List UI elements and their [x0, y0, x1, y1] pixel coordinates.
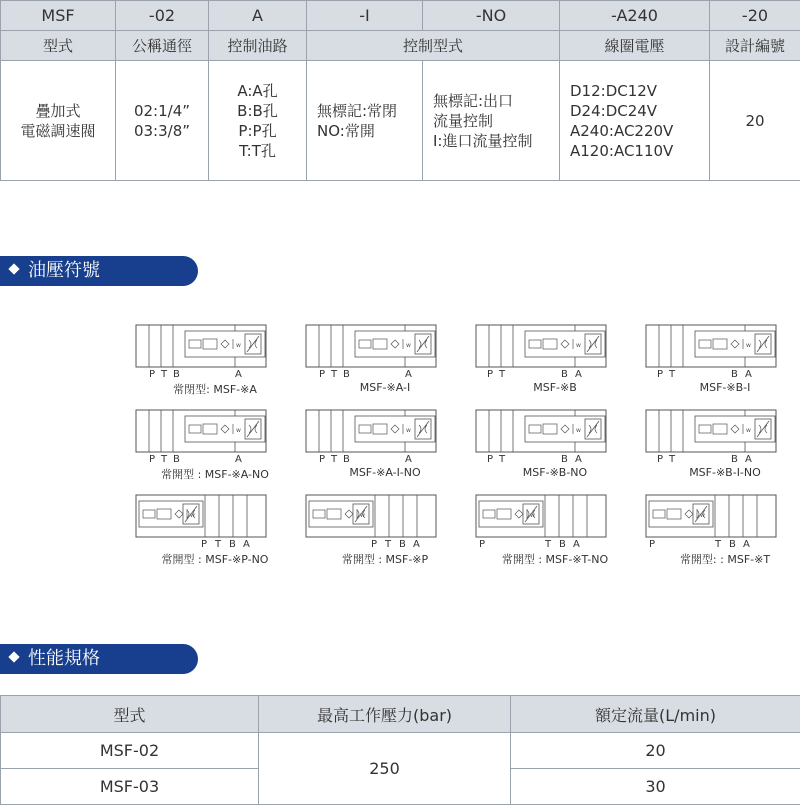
port-label: P: [487, 454, 494, 465]
symbol-caption: MSF-※A-I-NO: [349, 466, 421, 479]
hydraulic-symbol: [475, 408, 635, 488]
port-label: A: [235, 369, 242, 380]
port-labels: [475, 539, 635, 551]
code-cell: -20: [710, 1, 800, 31]
symbol-caption: MSF-※A-I: [359, 381, 411, 394]
port-label: P: [649, 539, 656, 550]
svg-text:w: w: [406, 427, 411, 434]
label-cell: 控制型式: [307, 31, 560, 61]
port-label: B: [559, 539, 566, 550]
symbol-caption: MSF-※B-NO: [522, 466, 588, 479]
svg-text:w: w: [406, 342, 411, 349]
port-label: A: [413, 539, 420, 550]
port-label: P: [201, 539, 208, 550]
symbol-caption: MSF-※B: [533, 381, 577, 394]
symbol-caption: 常閉型: MSF-※A: [173, 383, 257, 396]
code-cell: -I: [307, 1, 423, 31]
hydraulic-symbol: [135, 323, 295, 403]
port-labels: [135, 454, 295, 466]
valve-symbol-icon: [645, 493, 800, 539]
port-label: B: [399, 539, 406, 550]
hydraulic-symbol: [645, 323, 800, 403]
size-cell: 02:1/4” 03:3/8”: [116, 61, 209, 181]
model-code-table: [0, 0, 800, 181]
label-cell: 控制油路: [209, 31, 307, 61]
voltage-cell: D12:DC12V D24:DC24V A240:AC220V A120:AC110V: [560, 61, 710, 181]
hydraulic-symbol: [645, 493, 800, 573]
valve-symbol-icon: [475, 493, 635, 539]
svg-text:w: w: [530, 512, 535, 519]
valve-symbol-icon: [305, 408, 465, 454]
hydraulic-symbol: [475, 323, 635, 403]
port-label: B: [731, 369, 738, 380]
svg-text:w: w: [746, 342, 751, 349]
spec-header-row: [1, 696, 800, 733]
control-a-cell: 無標記:常閉 NO:常開: [307, 61, 423, 181]
port-label: A: [405, 369, 412, 380]
code-cell: -A240: [560, 1, 710, 31]
svg-text:w: w: [576, 427, 581, 434]
label-cell: 線圈電壓: [560, 31, 710, 61]
port-label: B: [561, 454, 568, 465]
port-labels: [645, 539, 800, 551]
port-label: B: [729, 539, 736, 550]
spec-table: [0, 695, 800, 805]
port-label: T: [385, 539, 392, 550]
svg-text:w: w: [360, 512, 365, 519]
port-label: A: [575, 454, 582, 465]
symbol-caption: 常開型 : MSF-※A-NO: [161, 468, 269, 481]
symbol-caption: MSF-※B-I: [699, 381, 751, 394]
port-label: A: [745, 454, 752, 465]
port-label: T: [669, 369, 676, 380]
spec-model: MSF-03: [1, 769, 259, 805]
section-header-symbols: [0, 256, 198, 286]
code-cell: -NO: [423, 1, 560, 31]
port-label: A: [745, 369, 752, 380]
port-labels: [645, 454, 800, 466]
port-label: T: [545, 539, 552, 550]
port-label: T: [669, 454, 676, 465]
port-label: A: [235, 454, 242, 465]
port-labels: [305, 454, 465, 466]
spec-pressure: 250: [259, 733, 511, 805]
port-label: P: [319, 454, 326, 465]
spec-flow: 30: [511, 769, 800, 805]
port-label: T: [331, 369, 338, 380]
spec-header: 最高工作壓力(bar): [259, 696, 511, 733]
valve-symbol-icon: [645, 323, 800, 369]
valve-symbol-icon: [135, 408, 295, 454]
port-labels: [305, 369, 465, 381]
svg-text:w: w: [190, 512, 195, 519]
hydraulic-symbol: [135, 493, 295, 573]
port-label: P: [657, 454, 664, 465]
diamond-icon: [8, 263, 19, 274]
valve-symbol-icon: [305, 493, 465, 539]
code-cell: -02: [116, 1, 209, 31]
hydraulic-symbol: [305, 493, 465, 573]
design-cell: 20: [710, 61, 800, 181]
port-label: T: [499, 369, 506, 380]
symbol-caption: 常開型 : MSF-※T-NO: [501, 553, 609, 566]
port-label: A: [243, 539, 250, 550]
section-title: 油壓符號: [28, 260, 100, 281]
type-cell: 疊加式 電磁調速閥: [1, 61, 116, 181]
valve-symbol-icon: [135, 493, 295, 539]
hydraulic-symbol: [645, 408, 800, 488]
port-label: B: [731, 454, 738, 465]
port-labels: [645, 369, 800, 381]
port-label: T: [161, 454, 168, 465]
label-cell: 設計編號: [710, 31, 800, 61]
hydraulic-symbol: [475, 493, 635, 573]
port-label: T: [215, 539, 222, 550]
port-labels: [475, 369, 635, 381]
valve-symbol-icon: [645, 408, 800, 454]
port-label: A: [743, 539, 750, 550]
port-label: P: [371, 539, 378, 550]
port-label: P: [487, 369, 494, 380]
spec-header: 型式: [1, 696, 259, 733]
control-b-cell: 無標記:出口 流量控制 I:進口流量控制: [423, 61, 560, 181]
port-label: B: [229, 539, 236, 550]
svg-text:w: w: [576, 342, 581, 349]
port-label: A: [573, 539, 580, 550]
port-labels: [135, 369, 295, 381]
symbol-caption: MSF-※B-I-NO: [689, 466, 761, 479]
svg-text:w: w: [236, 427, 241, 434]
valve-symbol-icon: [475, 323, 635, 369]
section-header-performance: [0, 644, 198, 674]
diamond-icon: [8, 651, 19, 662]
svg-text:w: w: [746, 427, 751, 434]
svg-text:w: w: [236, 342, 241, 349]
port-label: T: [499, 454, 506, 465]
svg-text:w: w: [700, 512, 705, 519]
port-label: A: [575, 369, 582, 380]
code-row: [1, 1, 800, 31]
port-label: T: [161, 369, 168, 380]
code-cell: MSF: [1, 1, 116, 31]
code-detail-row: [1, 61, 800, 181]
port-label: P: [149, 454, 156, 465]
spec-flow: 20: [511, 733, 800, 769]
valve-symbol-icon: [305, 323, 465, 369]
port-label: P: [319, 369, 326, 380]
code-label-row: [1, 31, 800, 61]
port-label: B: [343, 454, 350, 465]
symbol-caption: 常開型 : MSF-※P: [341, 553, 429, 566]
port-label: A: [405, 454, 412, 465]
port-label: T: [715, 539, 722, 550]
port-label: B: [561, 369, 568, 380]
port-label: T: [331, 454, 338, 465]
symbol-caption: 常開型: : MSF-※T: [679, 553, 771, 566]
section-title: 性能規格: [28, 648, 100, 669]
valve-symbol-icon: [475, 408, 635, 454]
port-label: B: [173, 369, 180, 380]
spec-row: [1, 733, 800, 769]
label-cell: 公稱通徑: [116, 31, 209, 61]
port-labels: [135, 539, 295, 551]
label-cell: 型式: [1, 31, 116, 61]
port-label: P: [149, 369, 156, 380]
valve-symbol-icon: [135, 323, 295, 369]
hydraulic-symbol: [305, 408, 465, 488]
hydraulic-symbol: [135, 408, 295, 488]
port-label: B: [173, 454, 180, 465]
spec-header: 額定流量(L/min): [511, 696, 800, 733]
port-label: P: [479, 539, 486, 550]
port-labels: [475, 454, 635, 466]
port-label: B: [343, 369, 350, 380]
symbol-caption: 常開型 : MSF-※P-NO: [161, 553, 269, 566]
spec-model: MSF-02: [1, 733, 259, 769]
port-label: P: [657, 369, 664, 380]
port-labels: [305, 539, 465, 551]
oil-path-cell: A:A孔 B:B孔 P:P孔 T:T孔: [209, 61, 307, 181]
code-cell: A: [209, 1, 307, 31]
hydraulic-symbol: [305, 323, 465, 403]
